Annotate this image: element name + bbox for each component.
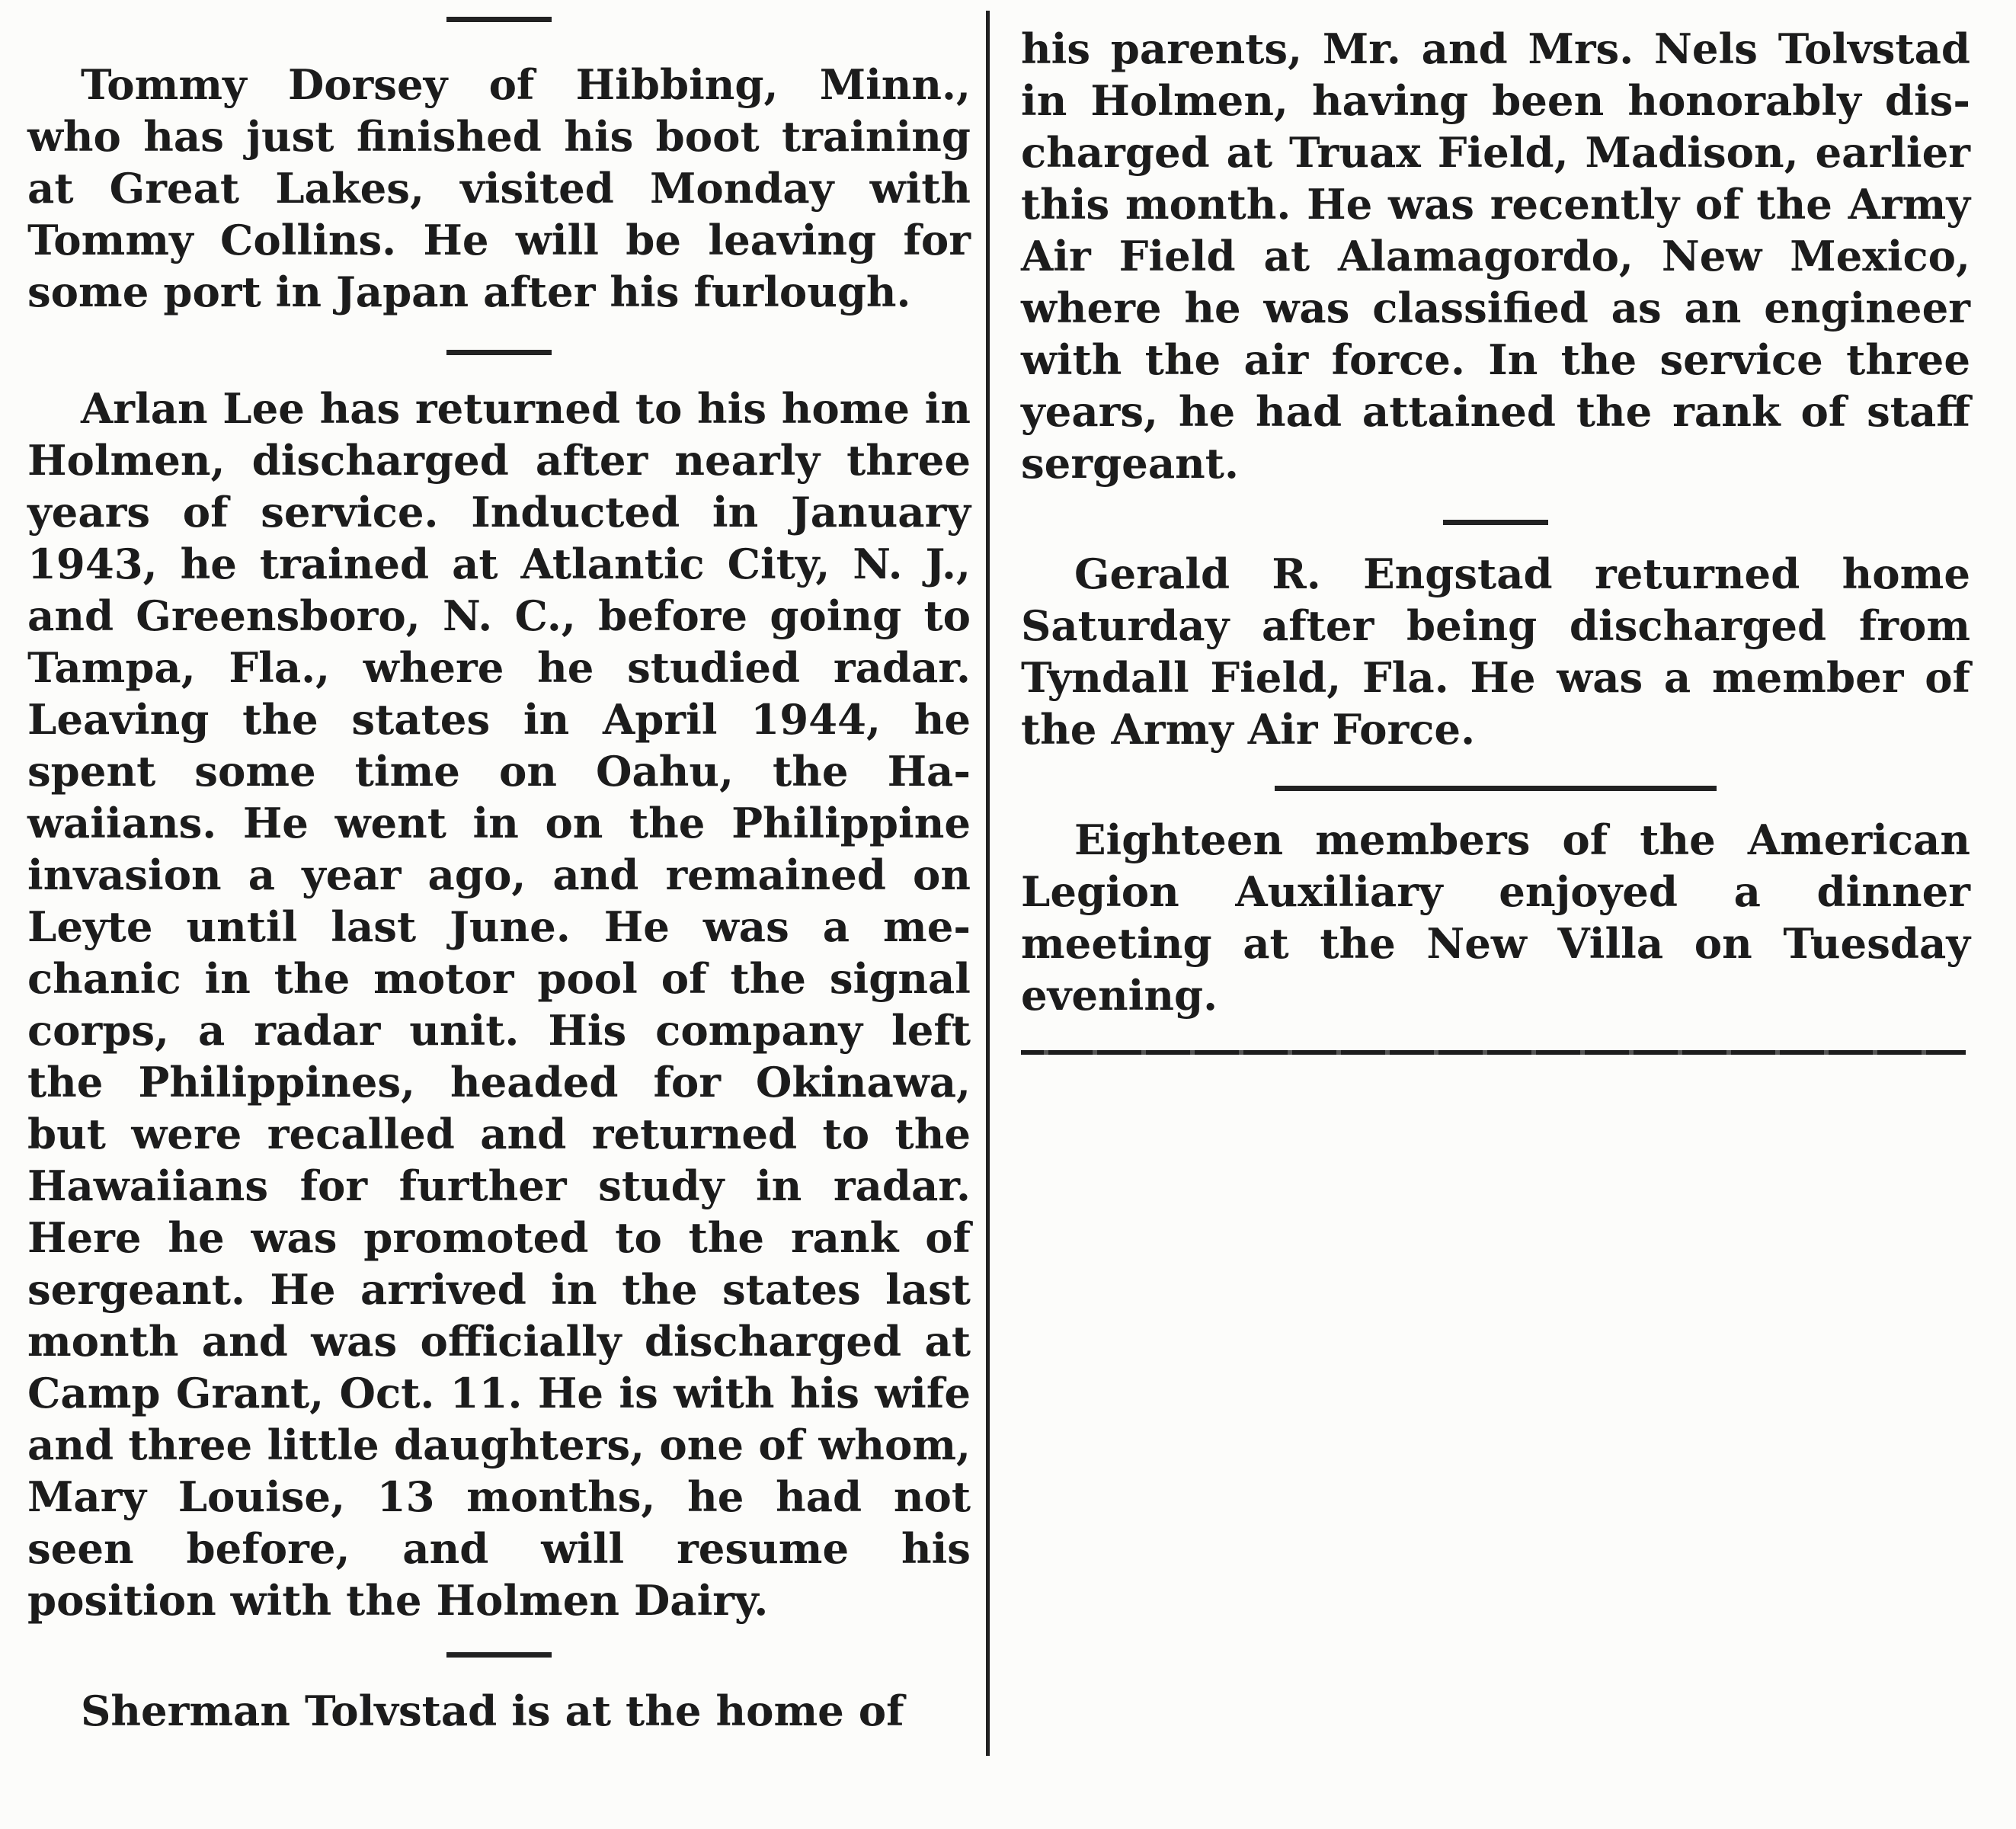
- section-rule: [1443, 520, 1548, 525]
- news-item-text: his parents, Mr. and Mrs. Nels Tolvstad in Holmen, having been honorably discharged at Truax Field, Madison, earlier this month. He was recently of the Army Air Field at Alamagordo, New Mexico, where he was classified as an engineer with the air force. In the service three years, he had attained the rank of staff sergeant.: [1021, 24, 1970, 488]
- news-item-text: Gerald R. Engstad returned home Saturday after being discharged from Tyndall Field, Fla. He was a member of the Army Air Force.: [1021, 549, 1970, 754]
- right-column: [1021, 0, 1970, 1055]
- news-item-lee: [27, 383, 971, 1626]
- section-rule: [1275, 786, 1717, 791]
- news-item-tolvstad-start: [27, 1685, 971, 1737]
- news-item-text: Eighteen members of the American Legion Auxiliary enjoyed a dinner meeting at the New Villa on Tuesday evening.: [1021, 815, 1970, 1020]
- news-item-tolvstad-cont: [1021, 23, 1970, 489]
- section-rule: [446, 17, 552, 22]
- news-item-text: Sherman Tolvstad is at the home of: [81, 1686, 904, 1735]
- section-rule: [446, 350, 552, 355]
- news-item-engstad: [1021, 548, 1970, 755]
- news-item-legion: [1021, 814, 1970, 1021]
- news-item-text: Arlan Lee has returned to his home in Holmen, discharged after nearly three years of service. Inducted in January 1943, he trained at Atlantic City, N. J., and Greensboro, N. C., before going to Tampa, Fla., where he studied radar. Leaving the states in April 1944, he spent some time on Oahu, the Hawaiians. He went in on the Philippine invasion a year ago, and remained on Leyte until last June. He was a mechanic in the motor pool of the signal corps, a radar unit. His company left the Philippines, headed for Okinawa, but were recalled and returned to the Hawaiians for further study in radar. Here he was promoted to the rank of sergeant. He arrived in the states last month and was officially discharged at Camp Grant, Oct. 11. He is with his wife and three little daughters, one of whom, Mary Louise, 13 months, he had not seen before, and will resume his position with the Holmen Dairy.: [27, 384, 971, 1625]
- news-item-text: Tommy Dorsey of Hibbing, Minn., who has just finished his boot training at Great Lakes, visited Monday with Tommy Collins. He will be leaving for some port in Japan after his furlough.: [27, 60, 971, 316]
- news-item-dorsey: [27, 59, 971, 318]
- end-rule: [1021, 1050, 1966, 1055]
- left-column: [27, 0, 971, 1737]
- section-rule: [446, 1652, 552, 1658]
- column-divider: [986, 11, 990, 1756]
